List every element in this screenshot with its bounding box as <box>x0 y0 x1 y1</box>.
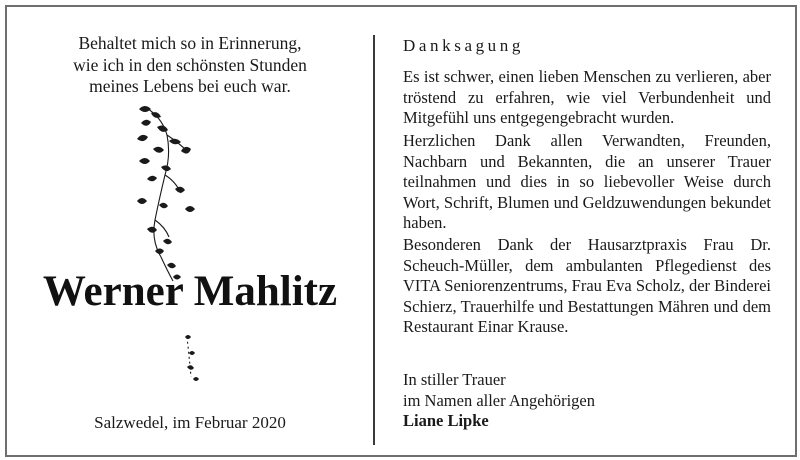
signer-name: Liane Lipke <box>403 411 489 431</box>
closing-line: im Namen aller Angehörigen <box>403 390 595 410</box>
memorial-poem <box>7 33 373 98</box>
closing-block <box>403 370 595 432</box>
obituary-card <box>5 5 797 457</box>
thanks-paragraph: Besonderen Dank der Hausarztpraxis Frau Dr. Scheuch-Müller, dem ambulanten Pflegedienst des VITA Seniorenzentrums, Frau Eva Scholz, der Binderei Schierz, Trauerhilfe und Bestattungen Mähren und dem Restaurant Einar Krause. <box>403 235 771 337</box>
thanks-paragraph: Es ist schwer, einen lieben Menschen zu verlieren, aber tröstend zu erfahren, wie viel Verbundenheit und Mitgefühl uns entgegengebracht wurden. <box>403 67 771 128</box>
memorial-panel <box>7 7 373 455</box>
thanks-paragraph: Herzlichen Dank allen Verwandten, Freunden, Nachbarn und Bekannten, die an unserer Trauer teilnahmen und dies in so liebevoller Weise durch Wort, Schrift, Blumen und Geldzuwendungen bekundet haben. <box>403 131 771 233</box>
poem-line: meines Lebens bei euch war. <box>89 76 291 96</box>
place-and-date: Salzwedel, im Februar 2020 <box>94 413 286 432</box>
thanks-heading: Danksagung <box>403 36 524 55</box>
birch-branch-icon <box>117 105 227 395</box>
closing-line: In stiller Trauer <box>403 370 506 389</box>
thanks-panel <box>395 7 775 455</box>
column-divider <box>373 35 375 445</box>
poem-line: wie ich in den schönsten Stunden <box>73 54 307 75</box>
deceased-name: Werner Mahlitz <box>42 268 338 315</box>
poem-line: Behaltet mich so in Erinnerung, <box>78 33 302 53</box>
